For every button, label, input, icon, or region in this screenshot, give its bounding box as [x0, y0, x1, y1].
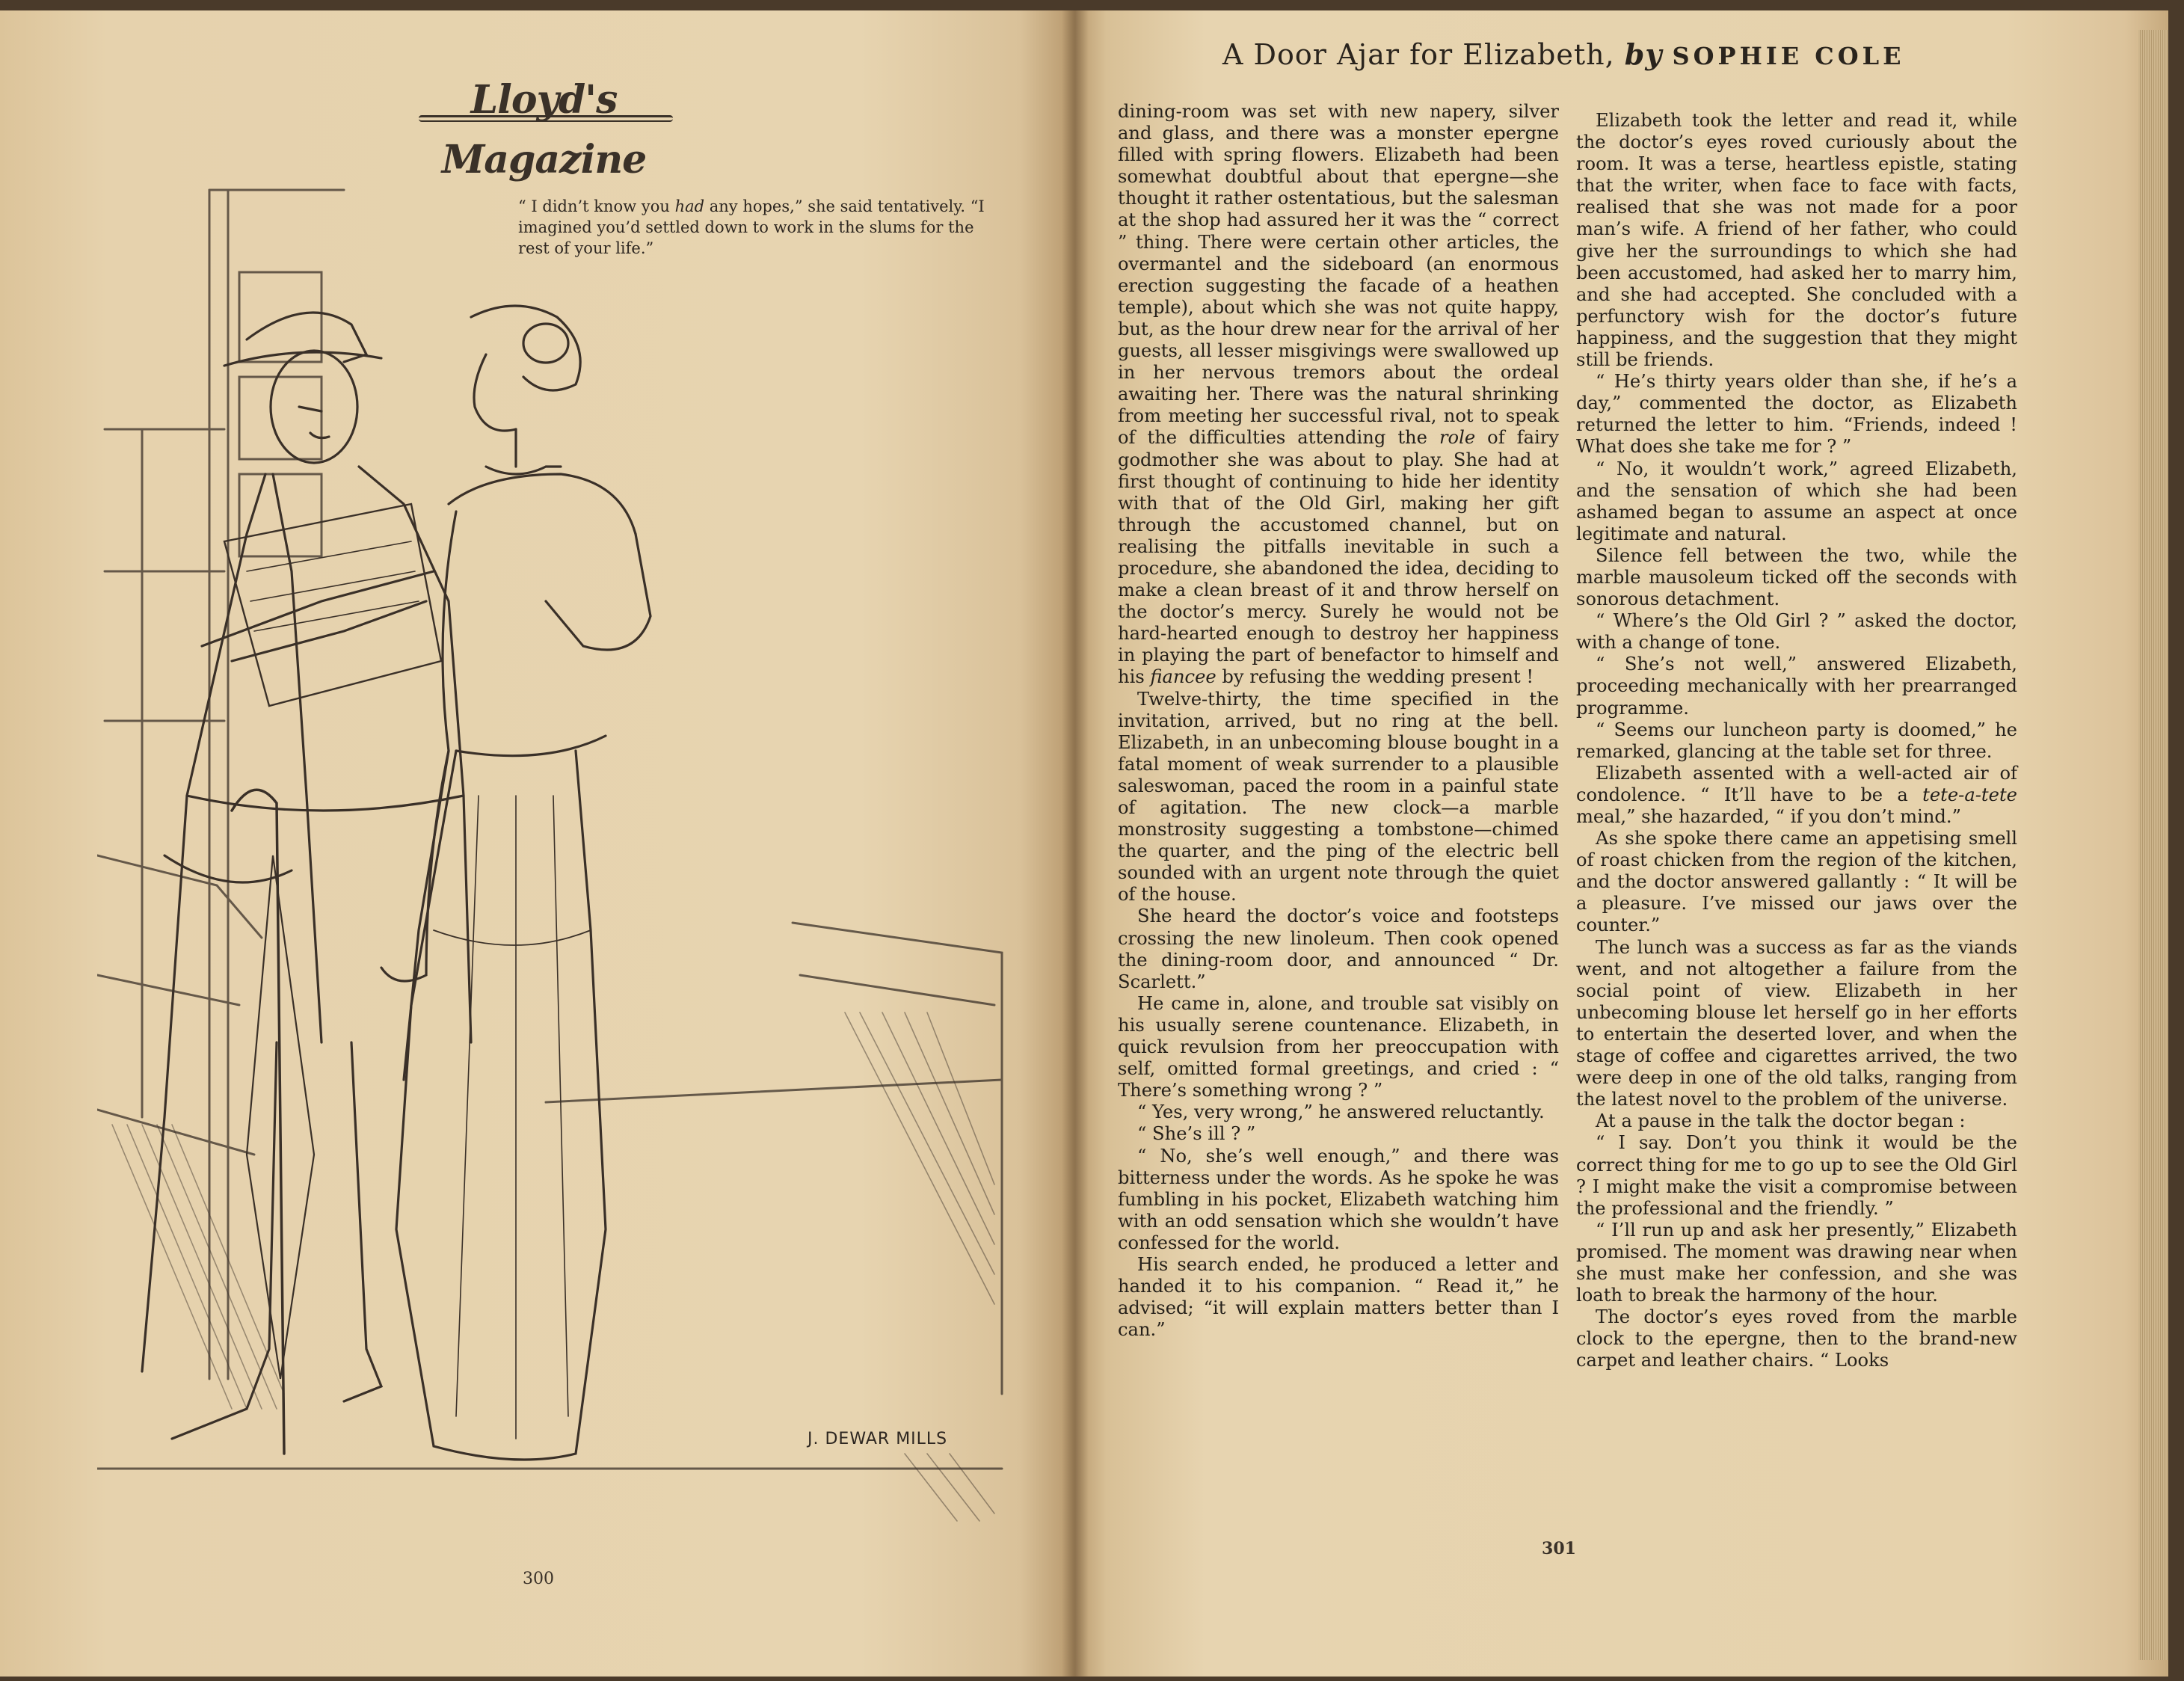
- paragraph: [1576, 1110, 2017, 1132]
- paragraph: [1118, 1254, 1559, 1341]
- left-page: [0, 10, 1074, 1677]
- italic-text: role: [1439, 427, 1476, 449]
- paragraph: [1576, 719, 2017, 763]
- logo-underline: [419, 115, 673, 122]
- paragraph-text: Elizabeth took the letter and read it, while the doctor’s eyes roved curiously about the room. It was a terse, heartless epistle, stating that the writer, when face to face with facts, realised that she was not made for a poor man’s wife. A friend of her father, who could give her the surroundings to which she had been accustomed, had asked her to marry him, and she had accepted. She concluded with a perfunctory wish for the doctor’s future happiness, and the suggestion that they might still be friends.: [1576, 110, 2017, 371]
- book-gutter: [1062, 10, 1089, 1677]
- illustrator-signature: J. DEWAR MILLS: [808, 1430, 948, 1448]
- paragraph: [1118, 1101, 1559, 1123]
- paragraph-text: “ Where’s the Old Girl ? ” asked the doctor, with a change of tone.: [1576, 610, 2017, 654]
- paragraph: [1118, 101, 1559, 689]
- paragraph-text: He came in, alone, and trouble sat visibly on his usually serene countenance. Elizabeth, in quick revulsion from her preoccupation with self, omitted formal greetings, and cried : “ There’s something wrong ? ”: [1118, 992, 1559, 1101]
- article-author: SOPHIE COLE: [1672, 42, 1905, 70]
- paragraph: [1576, 545, 2017, 610]
- article-header: [1222, 37, 1970, 71]
- paragraph-text: She heard the doctor’s voice and footsteps crossing the new linoleum. Then cook opened the dining-room door, and announced “ Dr. Scarlett.”: [1118, 906, 1559, 992]
- paragraph: [1576, 610, 2017, 654]
- paragraph-text: “ Yes, very wrong,” he answered reluctantly.: [1137, 1101, 1545, 1123]
- right-page-number: 301: [1542, 1539, 1576, 1558]
- story-illustration: [97, 182, 1017, 1558]
- illustration-caption: [518, 196, 997, 259]
- paragraph: [1576, 1132, 2017, 1219]
- paragraph: [1576, 1306, 2017, 1371]
- paragraph-text: The lunch was a success as far as the viands went, and not altogether a failure from the social point of view. Elizabeth in her unbecoming blouse let herself go in her efforts to entertain the deserted lover, and when the stage of coffee and cigarettes arrived, the two were deep in one of the old talks, ranging from the latest novel to the problem of the universe.: [1576, 936, 2017, 1110]
- paragraph-text: Silence fell between the two, while the marble mausoleum ticked off the seconds with sonorous detachment.: [1576, 544, 2017, 610]
- paragraph-text: “ Seems our luncheon party is doomed,” he remarked, glancing at the table set for three.: [1576, 719, 2017, 762]
- paragraph-text: Twelve-thirty, the time specified in the invitation, arrived, but no ring at the bell. Elizabeth, in an unbecoming blouse bought in a fatal moment of weak surrender to a plausible saleswoman, paced the room in a painful state of agitation. The new clock—a marble monstrosity suggesting a tombstone—chimed the quarter, and the ping of the electric bell sounded with an urgent note through the quiet of the house.: [1118, 688, 1559, 906]
- italic-text: tete-a-tete: [1922, 784, 2017, 805]
- paragraph-text: The doctor’s eyes roved from the marble clock to the epergne, then to the brand-new carpet and leather chairs. “ Looks: [1576, 1306, 2017, 1371]
- paragraph-text: His search ended, he produced a letter and handed it to his companion. “ Read it,” he advised; “it will explain matters better than I can.”: [1118, 1253, 1559, 1341]
- paragraph: [1118, 689, 1559, 906]
- caption-text-1: “ I didn’t know you: [518, 197, 675, 215]
- paragraph: [1576, 371, 2017, 458]
- paragraph-text: of fairy godmother she was about to play. She had at first thought of continuing to hide her identity with that of the Old Girl, making her gift through the accustomed channel, but on realising the pitfalls inevitable in such a procedure, she abandoned the idea, deciding to make a clean breast of it and throw herself on the doctor’s mercy. Surely he would not be hard-hearted enough to destroy her happiness in playing the part of benefactor to himself and his: [1118, 427, 1559, 688]
- paragraph-text: At a pause in the talk the doctor began :: [1596, 1110, 1966, 1132]
- paragraph-text: “ I’ll run up and ask her presently,” Elizabeth promised. The moment was drawing near when she must make her confession, and she was loath to break the harmony of the hour.: [1576, 1219, 2017, 1306]
- paragraph-text: dining-room was set with new napery, silver and glass, and there was a monster epergne filled with spring flowers. Elizabeth had been somewhat doubtful about that epergne—she thought it rather ostentatious, but the salesman at the shop had assured her it was the “ correct ” thing. There were certain other articles, the overmantel and the sideboard (an enormous erection suggesting the facade of a heathen temple), about which she was not quite happy, but, as the hour drew near for the arrival of her guests, all lesser misgivings were swallowed up in her nervous tremors about the ordeal awaiting her. There was the natural shrinking from meeting her successful rival, not to speak of the difficulties attending the: [1118, 101, 1560, 449]
- paragraph: [1118, 1123, 1559, 1145]
- paragraph-text: “ She’s not well,” answered Elizabeth, proceeding mechanically with her prearranged programme.: [1576, 654, 2017, 719]
- caption-text-italic: had: [674, 197, 705, 215]
- paragraph: [1576, 458, 2017, 545]
- article-title: A Door Ajar for Elizabeth,: [1222, 38, 1615, 71]
- paragraph-text: “ He’s thirty years older than she, if he’s a day,” commented the doctor, as Elizabeth returned the letter to him. “Friends, indeed ! What does she take me for ? ”: [1576, 371, 2017, 458]
- paragraph-text: Elizabeth assented with a well-acted air of condolence. “ It’ll have to be a: [1576, 762, 2017, 805]
- italic-text: fiancee: [1150, 666, 1216, 688]
- paragraph: [1576, 654, 2017, 719]
- text-column-2: [1576, 110, 2017, 1371]
- paragraph-text: “ She’s ill ? ”: [1137, 1123, 1256, 1145]
- paragraph-text: “ No, it wouldn’t work,” agreed Elizabeth, and the sensation of which she had been ashamed began to assume an aspect at once legitimate and natural.: [1576, 458, 2017, 544]
- shop-shelves: [97, 190, 1002, 1469]
- paragraph: [1118, 993, 1559, 1101]
- paragraph-text: “ I say. Don’t you think it would be the correct thing for me to go up to see the Old Girl ? I might make the visit a compromise between the professional and the friendly. ”: [1576, 1132, 2017, 1219]
- paragraph: [1576, 1220, 2017, 1306]
- paragraph-text: meal,” she hazarded, “ if you don’t mind.”: [1576, 806, 1961, 827]
- left-page-number: 300: [523, 1570, 554, 1588]
- text-column-1: [1118, 101, 1559, 1341]
- caption-text-2: any hopes,” she said tentatively. “I imagined you’d settled down to work in the slums for the rest of your life.”: [518, 197, 985, 257]
- paragraph: [1576, 763, 2017, 828]
- paragraph: [1576, 937, 2017, 1111]
- paragraph: [1118, 906, 1559, 992]
- paragraph-text: “ No, she’s well enough,” and there was bitterness under the words. As he spoke he was fumbling in his pocket, Elizabeth watching him with an odd sensation which she wouldn’t have confessed for the world.: [1118, 1145, 1559, 1253]
- woman-figure: [381, 306, 650, 1460]
- man-figure: [142, 313, 471, 1454]
- magazine-logo: Lloyd's Magazine: [441, 77, 647, 182]
- paragraph-text: by refusing the wedding present !: [1216, 666, 1534, 688]
- paragraph-text: As she spoke there came an appetising smell of roast chicken from the region of the kitchen, and the doctor answered gallantly : “ It will be a pleasure. I’ve missed our jaws over the counter.”: [1576, 828, 2017, 936]
- paragraph: [1576, 110, 2017, 371]
- paragraph: [1576, 828, 2017, 936]
- page-edges: [2138, 30, 2168, 1660]
- byline-by: by: [1624, 37, 1663, 71]
- paragraph: [1118, 1146, 1559, 1254]
